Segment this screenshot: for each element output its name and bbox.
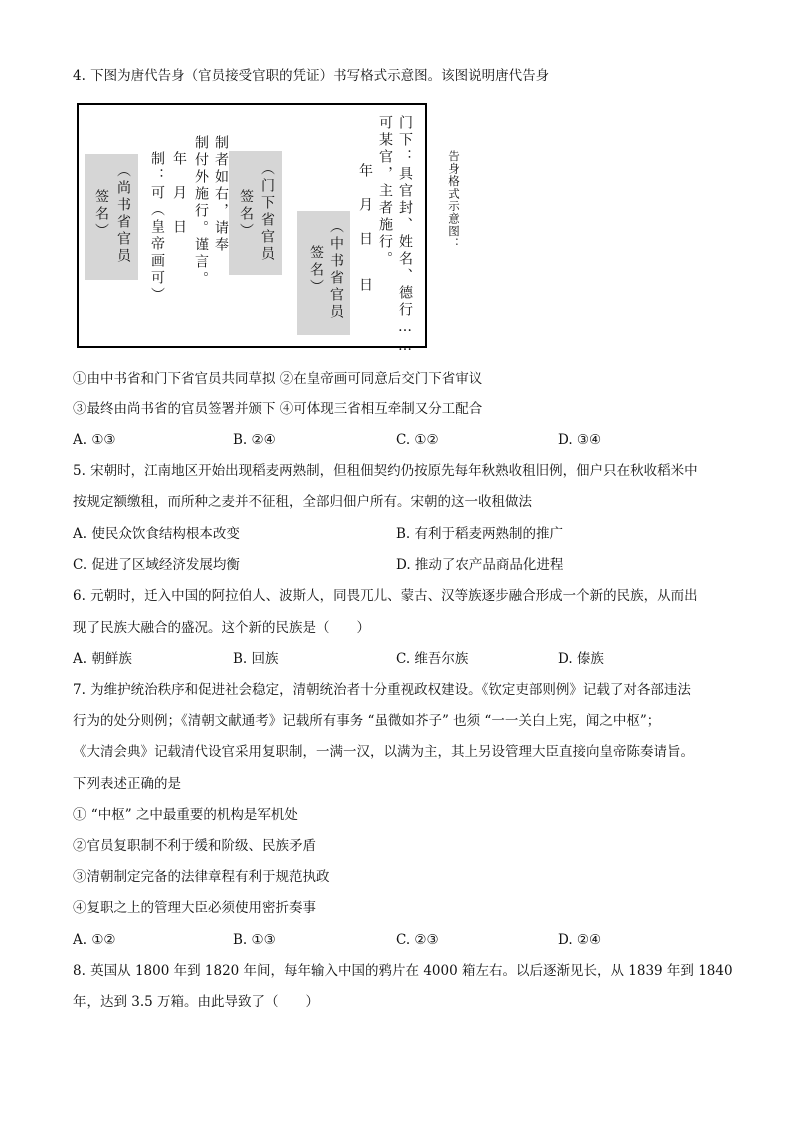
q6-stem-line2: 现了民族大融合的盛况。这个新的民族是（ ） xyxy=(73,620,370,636)
q6-option-c[interactable]: C. 维吾尔族 xyxy=(396,651,469,667)
q4-option-a[interactable]: A. ①③ xyxy=(73,432,116,448)
q4-option-c[interactable]: C. ①② xyxy=(396,432,439,448)
q7-stem-line3: 《大清会典》记载清代设官采用复职制，一满一汉，以满为主，其上另设管理大臣直接向皇帝陈奏请旨。 xyxy=(73,744,694,760)
q4-stem: 4. 下图为唐代告身（官员接受官职的凭证）书写格式示意图。该图说明唐代告身 xyxy=(73,68,550,84)
q7-option-a[interactable]: A. ①② xyxy=(73,932,116,948)
q7-stem-line1: 7. 为维护统治秩序和促进社会稳定，清朝统治者十分重视政权建设。《钦定吏部则例》记载了对各部违法 xyxy=(73,682,691,698)
q4-option-b[interactable]: B. ②④ xyxy=(233,432,276,448)
zhongshu-col1: （中书省官员 xyxy=(328,219,344,321)
q5-stem-line1: 5. 宋朝时，江南地区开始出现稻麦两熟制，但租佃契约仍按原先每年秋熟收租旧例，佃户只在秋收稻米中 xyxy=(73,463,698,479)
q7-option-b[interactable]: B. ①③ xyxy=(233,932,276,948)
edict-col4: 制：可（皇帝画可） xyxy=(149,151,165,304)
q6-option-a[interactable]: A. 朝鲜族 xyxy=(73,651,132,667)
shangshu-col1: （尚书省官员 xyxy=(115,163,131,265)
menxia-sign-col2: 签名） xyxy=(238,189,254,240)
q7-statement-3: ③清朝制定完备的法律章程有利于规范执政 xyxy=(73,869,330,885)
q4-statement-2: ③最终由尚书省的官员签署并颁下 ④可体现三省相互牵制又分工配合 xyxy=(73,401,483,417)
edict-col3: 年 月 日 xyxy=(171,151,187,236)
q7-stem-line2: 行为的处分则例；《清朝文献通考》记载所有事务 “虽微如芥子” 也须 “一一关白上宪，闻之中枢”； xyxy=(73,713,661,729)
shangshu-col2: 签名） xyxy=(93,189,109,240)
q6-option-b[interactable]: B. 回族 xyxy=(233,651,279,667)
q8-stem-line2: 年，达到 3.5 万箱。由此导致了（ ） xyxy=(73,994,320,1010)
q6-stem-line1: 6. 元朝时，迁入中国的阿拉伯人、波斯人，同畏兀儿、蒙古、汉等族逐步融合形成一个新的民族，从而出 xyxy=(73,588,698,604)
q5-option-b[interactable]: B. 有利于稻麦两熟制的推广 xyxy=(396,526,564,542)
q5-option-a[interactable]: A. 使民众饮食结构根本改变 xyxy=(73,526,240,542)
q4-option-d[interactable]: D. ③④ xyxy=(558,432,602,448)
gaoshen-diagram xyxy=(77,103,427,357)
q6-option-d[interactable]: D. 傣族 xyxy=(558,651,604,667)
zhongshu-col3: 日 xyxy=(357,277,373,294)
q5-option-c[interactable]: C. 促进了区域经济发展均衡 xyxy=(73,557,240,573)
menxia-col1: 门下：具官封、姓名、德行…… xyxy=(397,115,413,357)
q8-stem-line1: 8. 英国从 1800 年到 1820 年间，每年输入中国的鸦片在 4000 箱左右。以后逐渐见长，从 1839 年到 1840 xyxy=(73,963,733,979)
q7-stem-line4: 下列表述正确的是 xyxy=(73,776,181,792)
q7-statement-1: ① “中枢” 之中最重要的机构是军机处 xyxy=(73,807,298,823)
q7-option-d[interactable]: D. ②④ xyxy=(558,932,602,948)
menxia-sign-col1: （门下省官员 xyxy=(259,161,275,263)
q7-statement-4: ④复职之上的管理大臣必须使用密折奏事 xyxy=(73,900,316,916)
zhongshu-col2: 签名） xyxy=(308,245,324,296)
diagram-side-label: 告身格式示意图： xyxy=(447,150,461,250)
q7-statement-2: ②官员复职制不利于缓和阶级、民族矛盾 xyxy=(73,838,316,854)
q7-option-c[interactable]: C. ②③ xyxy=(396,932,439,948)
q5-stem-line2: 按规定额缴租，而所种之麦并不征租，全部归佃户所有。宋朝的这一收租做法 xyxy=(73,494,532,510)
menxia-col2: 可某官，主者施行。 xyxy=(377,115,393,268)
edict-col1: 制者如右，请奉 xyxy=(213,135,229,254)
edict-col2: 制付外施行。谨言。 xyxy=(193,135,209,288)
q5-option-d[interactable]: D. 推动了农产品商品化进程 xyxy=(396,557,564,573)
q4-statement-1: ①由中书省和门下省官员共同草拟 ②在皇帝画可同意后交门下省审议 xyxy=(73,371,483,387)
menxia-col3: 年 月 日 xyxy=(357,163,373,248)
